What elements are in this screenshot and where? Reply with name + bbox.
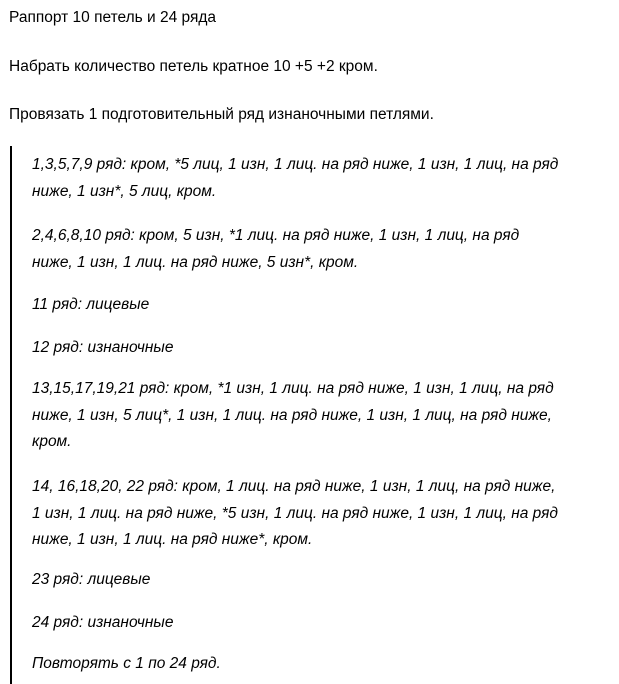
blockquote-bar bbox=[10, 146, 12, 684]
row-line: 2,4,6,8,10 ряд: кром, 5 изн, *1 лиц. на ряд ниже, 1 изн, 1 лиц, на ряд bbox=[32, 227, 520, 244]
row-line: 1,3,5,7,9 ряд: кром, *5 лиц, 1 изн, 1 лиц. на ряд ниже, 1 изн, 1 лиц, на ряд bbox=[32, 156, 559, 173]
pattern-row-12 bbox=[32, 335, 610, 362]
pattern-blockquote bbox=[10, 146, 610, 684]
pattern-row-2-4-6-8-10 bbox=[32, 223, 610, 276]
row-line: Повторять с 1 по 24 ряд. bbox=[32, 655, 221, 672]
pattern-row-14-to-22 bbox=[32, 474, 610, 554]
row-line: ниже, 1 изн, 5 лиц*, 1 изн, 1 лиц. на ряд ниже, 1 изн, 1 лиц, на ряд ниже, bbox=[32, 406, 552, 424]
row-line: 1 изн, 1 лиц. на ряд ниже, *5 изн, 1 лиц. на ряд ниже, 1 изн, 1 лиц, на ряд bbox=[32, 504, 558, 522]
row-line: ниже, 1 изн*, 5 лиц, кром. bbox=[32, 182, 217, 200]
row-line: 11 ряд: лицевые bbox=[32, 296, 150, 313]
row-line: 23 ряд: лицевые bbox=[32, 571, 151, 588]
pattern-row-24 bbox=[32, 610, 610, 637]
pattern-row-13-to-21 bbox=[32, 376, 610, 456]
pattern-row-1-3-5-7-9 bbox=[32, 152, 610, 205]
repeat-instruction bbox=[32, 651, 610, 678]
prep-row-text: Провязать 1 подготовительный ряд изнаночными петлями. bbox=[9, 106, 434, 123]
row-line: 14, 16,18,20, 22 ряд: кром, 1 лиц. на ряд ниже, 1 изн, 1 лиц, на ряд ниже, bbox=[32, 478, 556, 495]
row-line: ниже, 1 изн, 1 лиц. на ряд ниже, 5 изн*, кром. bbox=[32, 253, 359, 271]
cast-on-text: Набрать количество петель кратное 10 +5 +2 кром. bbox=[9, 58, 378, 75]
pattern-row-11 bbox=[32, 292, 610, 319]
rapport-text: Раппорт 10 петель и 24 ряда bbox=[9, 9, 217, 26]
row-line: ниже, 1 изн, 1 лиц. на ряд ниже*, кром. bbox=[32, 531, 313, 548]
row-line: 24 ряд: изнаночные bbox=[32, 614, 174, 631]
row-line: 12 ряд: изнаночные bbox=[32, 339, 174, 356]
row-line: 13,15,17,19,21 ряд: кром, *1 изн, 1 лиц. на ряд ниже, 1 изн, 1 лиц, на ряд bbox=[32, 380, 554, 397]
row-line: кром. bbox=[32, 433, 72, 450]
pattern-row-23 bbox=[32, 567, 610, 594]
